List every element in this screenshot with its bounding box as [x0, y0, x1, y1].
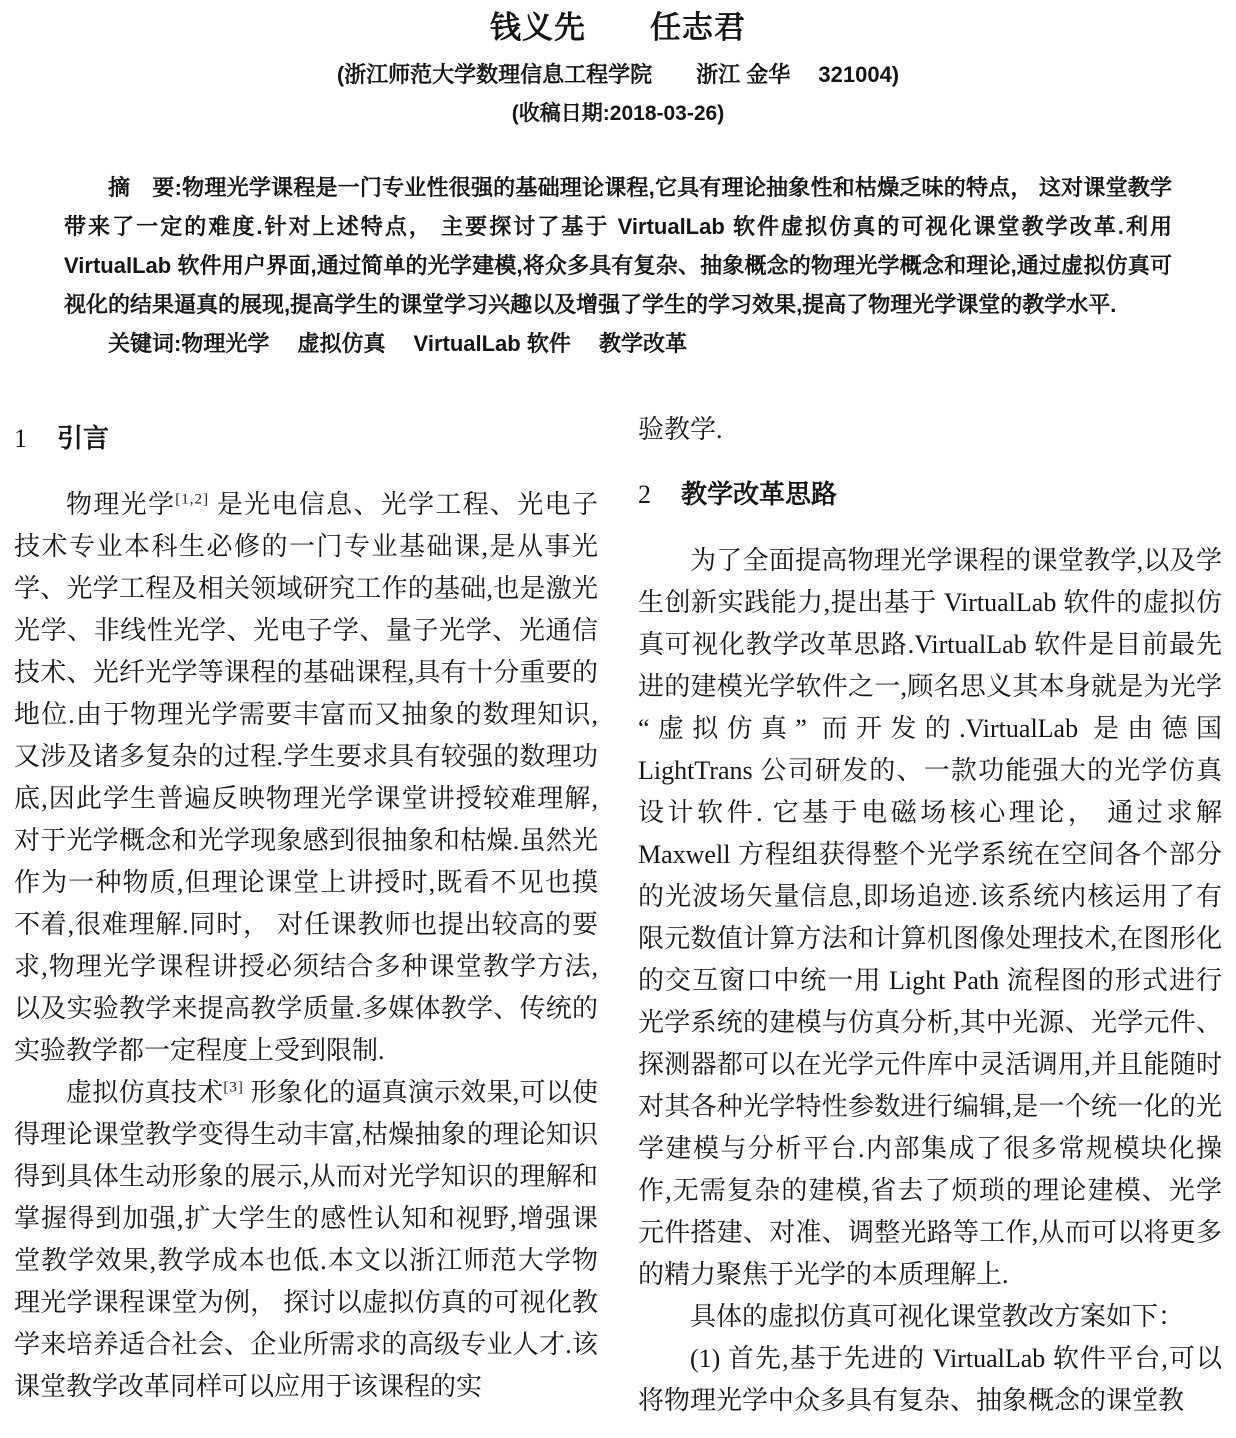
authors: 钱义先 任志君	[490, 10, 746, 45]
abstract-block	[64, 168, 1172, 363]
keywords-text: 物理光学 虚拟仿真 VirtualLab 软件 教学改革	[181, 331, 687, 356]
affiliation: (浙江师范大学数理信息工程学院 浙江 金华 321004)	[336, 62, 900, 87]
reform-paragraph-3: (1) 首先,基于先进的 VirtualLab 软件平台,可以将物理光学中众多具有复杂、抽象概念的课堂教	[638, 1344, 1222, 1415]
paper-header	[0, 0, 1236, 128]
section-2-heading	[638, 477, 1222, 512]
intro-paragraph-1	[14, 484, 598, 1072]
reference-marker-3: [3]	[223, 1079, 244, 1096]
section-1-title: 引言	[57, 423, 110, 453]
right-column	[638, 409, 1222, 1422]
intro-paragraph-1-text: 物理光学	[66, 490, 176, 519]
carryover-paragraph: 验教学.	[638, 415, 723, 444]
abstract-paragraph	[64, 168, 1172, 324]
reform-paragraph-1: 为了全面提高物理光学课程的课堂教学,以及学生创新实践能力,提出基于 VirtualLab 软件的虚拟仿真可视化教学改革思路.VirtualLab 软件是目前最先进的建模光学软件之一,顾名思义其本身就是为光学“虚拟仿真” 而开发的.VirtualLab 是由德国 LightTrans 公司研发的、一款功能强大的光学仿真设计软件. 它基于电磁场核心理论， 通过求解 Maxwell 方程组获得整个光学系统在空间各个部分的光波场矢量信息,即场追迹.该系统内核运用了有限元数值计算方法和计算机图像处理技术,在图形化的交互窗口中统一用 Light Path 流程图的形式进行光学系统的建模与仿真分析,其中光源、光学元件、探测器都可以在光学元件库中灵活调用,并且能随时对其各种光学特性参数进行编辑,是一个统一化的光学建模与分析平台.内部集成了很多常规模块化操作,无需复杂的建模,省去了烦琐的理论建模、光学元件搭建、对准、调整光路等工作,从而可以将更多的精力聚焦于光学的本质理解上.	[638, 546, 1222, 1289]
left-column	[14, 409, 598, 1422]
abstract-text: 物理光学课程是一门专业性很强的基础理论课程,它具有理论抽象性和枯燥乏味的特点， 这对课堂教学带来了一定的难度.针对上述特点， 主要探讨了基于 VirtualLab 软件虚拟仿真的可视化课堂教学改革.利用 VirtualLab 软件用户界面,通过简单的光学建模,将众多具有复杂、抽象概念的物理光学概念和理论,通过虚拟仿真可视化的结果逼真的展现,提高学生的课堂学习兴趣以及增强了学生的学习效果,提高了物理光学课堂的教学水平.	[64, 175, 1172, 317]
section-1-heading	[14, 421, 598, 456]
reform-paragraph-2: 具体的虚拟仿真可视化课堂教改方案如下：	[690, 1302, 1185, 1331]
two-column-body	[14, 409, 1222, 1422]
keywords-paragraph	[64, 324, 1172, 363]
intro-paragraph-2-text: 虚拟仿真技术	[66, 1078, 224, 1107]
abstract-label: 摘 要:	[108, 175, 182, 200]
section-1-number: 1	[14, 424, 27, 453]
intro-paragraph-2-cont: 形象化的逼真演示效果,可以使得理论课堂教学变得生动丰富,枯燥抽象的理论知识得到具体生动形象的展示,从而对光学知识的理解和掌握得到加强,扩大学生的感性认知和视野,增强课堂教学效果,教学成本也低.本文以浙江师范大学物理光学课程课堂为例， 探讨以虚拟仿真的可视化教学来培养适合社会、企业所需求的高级专业人才.该课堂教学改革同样可以应用于该课程的实	[14, 1078, 598, 1401]
reference-marker-1-2: [1,2]	[175, 491, 210, 508]
section-2-number: 2	[638, 480, 651, 509]
received-date: (收稿日期:2018-03-26)	[511, 102, 725, 125]
section-2-title: 教学改革思路	[681, 479, 838, 509]
intro-paragraph-1-cont: 是光电信息、光学工程、光电子技术专业本科生必修的一门专业基础课,是从事光学、光学工程及相关领域研究工作的基础,也是激光光学、非线性光学、光电子学、量子光学、光通信技术、光纤光学等课程的基础课程,具有十分重要的地位.由于物理光学需要丰富而又抽象的数理知识,又涉及诸多复杂的过程.学生要求具有较强的数理功底,因此学生普遍反映物理光学课堂讲授较难理解,对于光学概念和光学现象感到很抽象和枯燥.虽然光作为一种物质,但理论课堂上讲授时,既看不见也摸不着,很难理解.同时， 对任课教师也提出较高的要求,物理光学课程讲授必须结合多种课堂教学方法,以及实验教学来提高教学质量.多媒体教学、传统的实验教学都一定程度上受到限制.	[14, 490, 598, 1065]
intro-paragraph-2	[14, 1072, 598, 1408]
keywords-label: 关键词:	[108, 331, 182, 356]
